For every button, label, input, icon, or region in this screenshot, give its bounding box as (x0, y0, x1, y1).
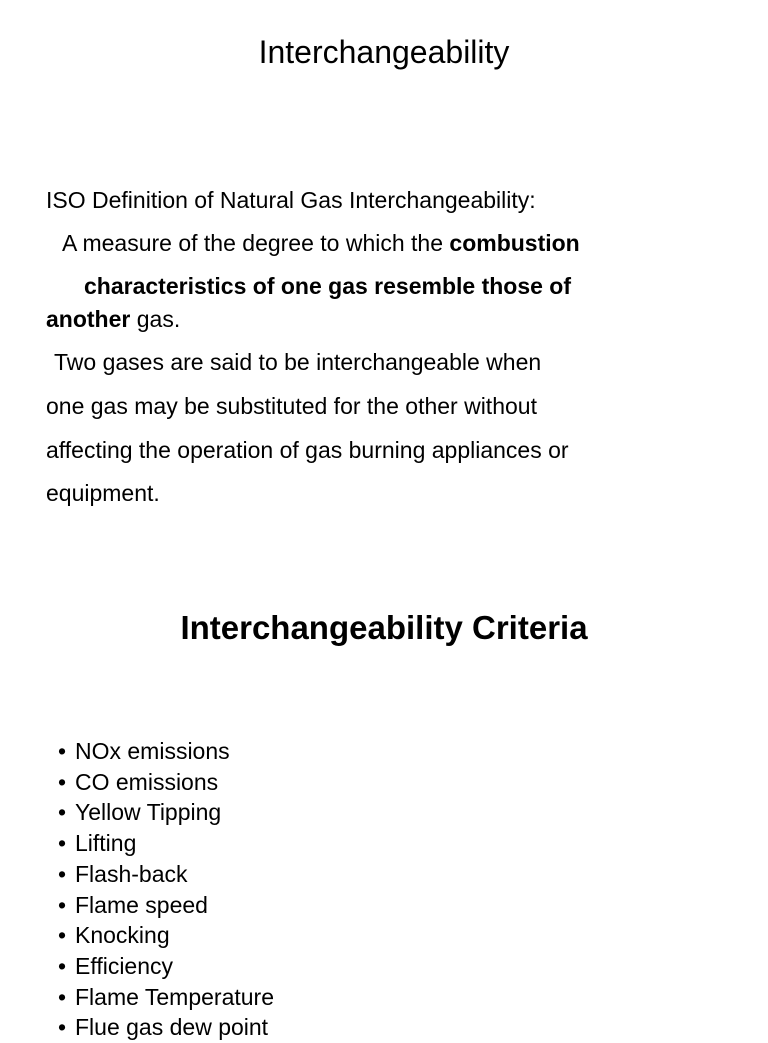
list-item (58, 859, 274, 890)
criteria-label: CO emissions (75, 768, 219, 795)
list-item (58, 767, 274, 798)
criteria-label: Flue gas dew point (75, 1014, 269, 1041)
criteria-label: Efficiency (75, 952, 174, 979)
criteria-label: Flame speed (75, 891, 208, 918)
criteria-label: Flash-back (75, 860, 188, 887)
list-item (58, 736, 274, 767)
list-item (58, 890, 274, 921)
criteria-label: Knocking (75, 922, 170, 949)
bullet-icon: • (58, 952, 67, 979)
bullet-icon: • (58, 891, 67, 918)
list-item (58, 828, 274, 859)
criteria-label: Flame Temperature (75, 983, 274, 1010)
bullet-icon: • (58, 860, 67, 887)
bullet-icon: • (58, 922, 67, 949)
page-title: Interchangeability (258, 34, 510, 70)
list-item (58, 797, 274, 828)
definition-text: gas. (130, 306, 181, 332)
explanation-line-4: equipment. (46, 480, 160, 506)
bullet-icon: • (58, 799, 67, 826)
list-item (58, 1012, 274, 1043)
explanation-line-1: Two gases are said to be interchangeable when (54, 349, 542, 375)
criteria-list (58, 736, 274, 1043)
explanation-line-2: one gas may be substituted for the other without (46, 393, 537, 419)
list-item (58, 982, 274, 1013)
bullet-icon: • (58, 830, 67, 857)
criteria-heading: Interchangeability Criteria (180, 609, 588, 646)
bullet-icon: • (58, 768, 67, 795)
list-item (58, 920, 274, 951)
bullet-icon: • (58, 1014, 67, 1041)
criteria-label: Lifting (75, 830, 137, 857)
definition-text: A measure of the degree to which the (62, 230, 450, 256)
list-item (58, 951, 274, 982)
definition-emphasis: combustion (449, 230, 580, 256)
definition-line-2: characteristics of one gas resemble those of (84, 273, 572, 299)
bullet-icon: • (58, 983, 67, 1010)
criteria-label: Yellow Tipping (75, 799, 222, 826)
bullet-icon: • (58, 738, 67, 764)
definition-heading: ISO Definition of Natural Gas Interchangeability: (46, 187, 536, 213)
definition-line-1 (62, 227, 580, 259)
criteria-label: NOx emissions (75, 738, 230, 764)
definition-emphasis: another (46, 306, 131, 332)
definition-line-3 (46, 303, 180, 335)
explanation-line-3: affecting the operation of gas burning appliances or (46, 437, 569, 463)
